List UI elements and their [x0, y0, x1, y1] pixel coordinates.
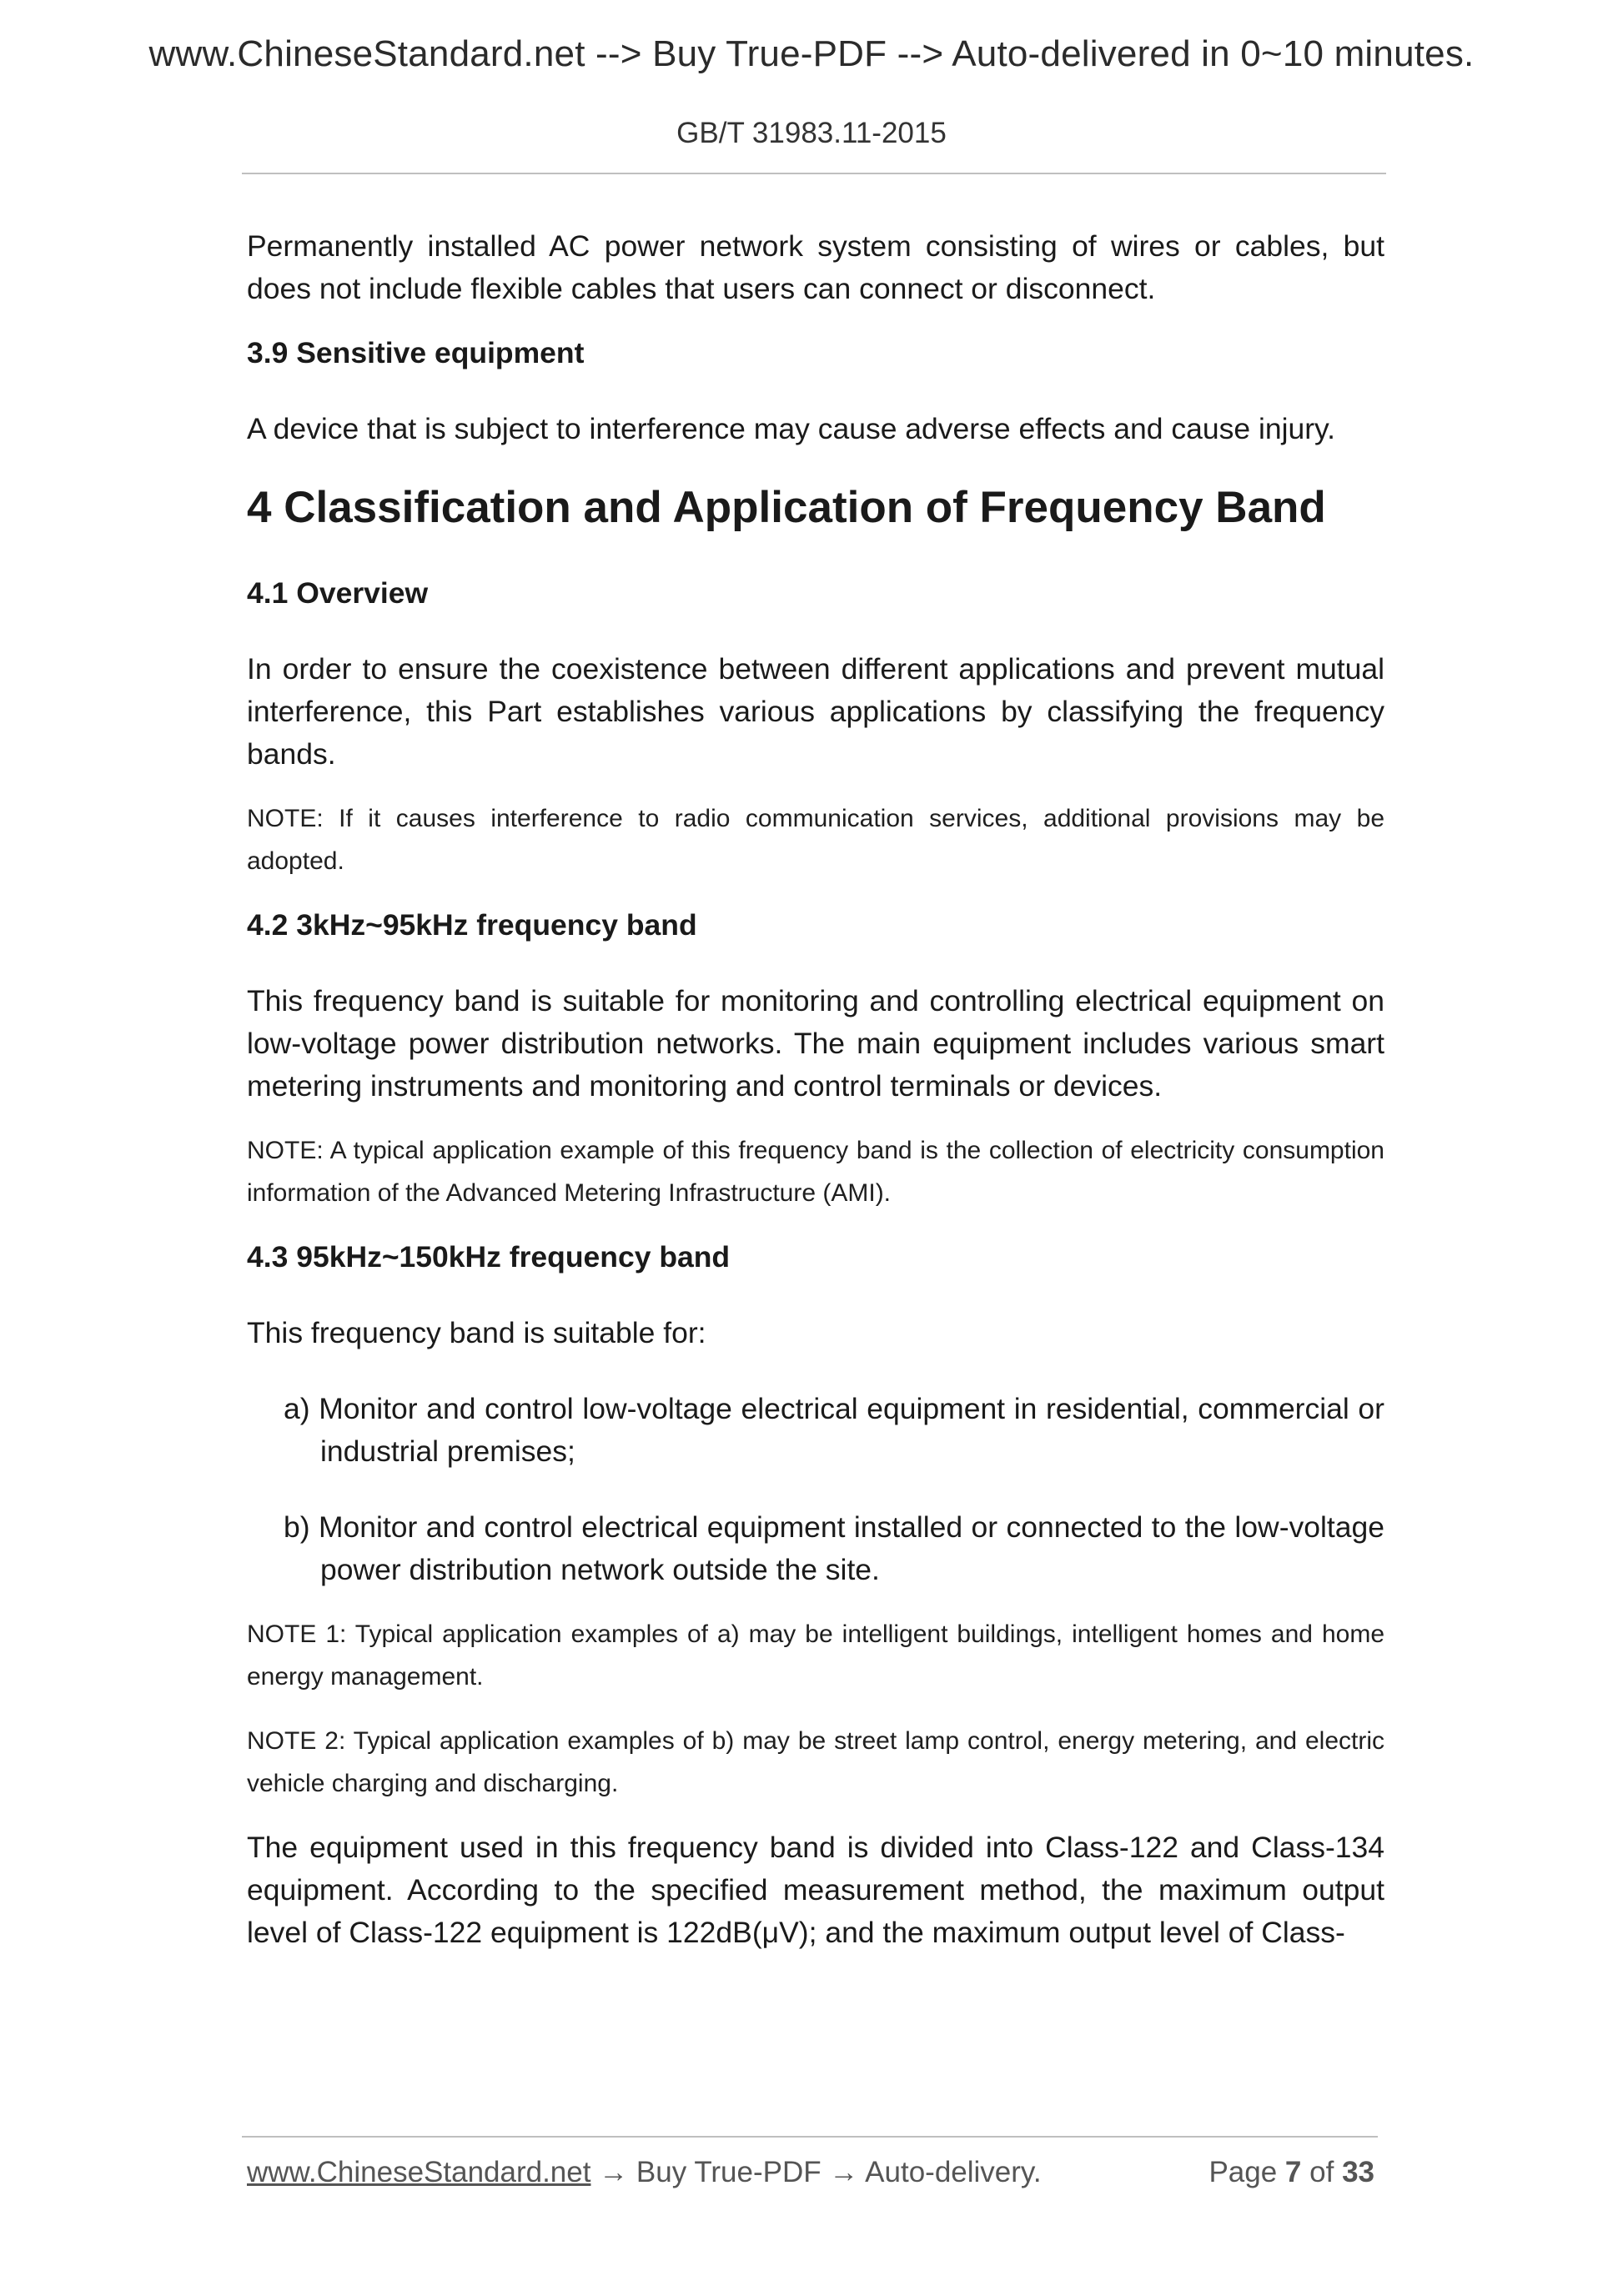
list-item-b: b) Monitor and control electrical equipment installed or connected to the low-voltage power distribution network outside the site.	[284, 1510, 1384, 1586]
section-4-2-heading: 4.2 3kHz~95kHz frequency band	[247, 908, 697, 942]
document-body	[247, 225, 1384, 1954]
header-divider	[242, 173, 1386, 174]
section-4-3-text: The equipment used in this frequency band is divided into Class-122 and Class-134 equipment. According to the specified measurement method, the maximum output level of Class-122 equipment is 122dB(μV); and the maximum output level of Class-	[247, 1831, 1384, 1949]
footer-tail: → Buy True-PDF → Auto-delivery.	[590, 2156, 1042, 2188]
section-4-heading: 4 Classification and Application of Frequency Band	[247, 483, 1326, 532]
list-item-a: a) Monitor and control low-voltage electrical equipment in residential, commercial or industrial premises;	[284, 1392, 1384, 1468]
section-4-3-note-1: NOTE 1: Typical application examples of a) may be intelligent buildings, intelligent homes and home energy management.	[247, 1620, 1384, 1691]
section-4-2-text: This frequency band is suitable for monitoring and controlling electrical equipment on low-voltage power distribution networks. The main equipment includes various smart metering instruments and monitoring and control terminals or devices.	[247, 984, 1384, 1103]
intro-paragraph: Permanently installed AC power network system consisting of wires or cables, but does not include flexible cables that users can connect or disconnect.	[247, 229, 1384, 305]
footer-divider	[242, 2136, 1378, 2138]
document-code: GB/T 31983.11-2015	[676, 117, 947, 149]
page-indicator	[1208, 2156, 1374, 2189]
section-4-1-note: NOTE: If it causes interference to radio communication services, additional provisions may be adopted.	[247, 805, 1384, 875]
top-banner: www.ChineseStandard.net --> Buy True-PDF --> Auto-delivered in 0~10 minutes.	[148, 33, 1475, 74]
section-3-9-heading: 3.9 Sensitive equipment	[247, 336, 585, 369]
section-4-1-text: In order to ensure the coexistence between different applications and prevent mutual interference, this Part establishes various applications by classifying the frequency bands.	[247, 652, 1384, 771]
page-of: of	[1309, 2156, 1334, 2188]
section-4-3-note-2: NOTE 2: Typical application examples of b) may be street lamp control, energy metering, and electric vehicle charging and discharging.	[247, 1727, 1384, 1797]
footer	[247, 2156, 1374, 2189]
section-4-2-note: NOTE: A typical application example of this frequency band is the collection of electricity consumption information of the Advanced Metering Infrastructure (AMI).	[247, 1137, 1384, 1207]
page-total: 33	[1342, 2156, 1374, 2188]
section-4-3-intro: This frequency band is suitable for:	[247, 1316, 706, 1349]
page-current: 7	[1284, 2156, 1302, 2188]
section-4-1-heading: 4.1 Overview	[247, 576, 429, 610]
section-4-3-heading: 4.3 95kHz~150kHz frequency band	[247, 1240, 731, 1274]
section-3-9-text: A device that is subject to interference may cause adverse effects and cause injury.	[247, 412, 1336, 445]
page-label: Page	[1208, 2156, 1278, 2188]
footer-link[interactable]: www.ChineseStandard.net	[247, 2156, 591, 2188]
